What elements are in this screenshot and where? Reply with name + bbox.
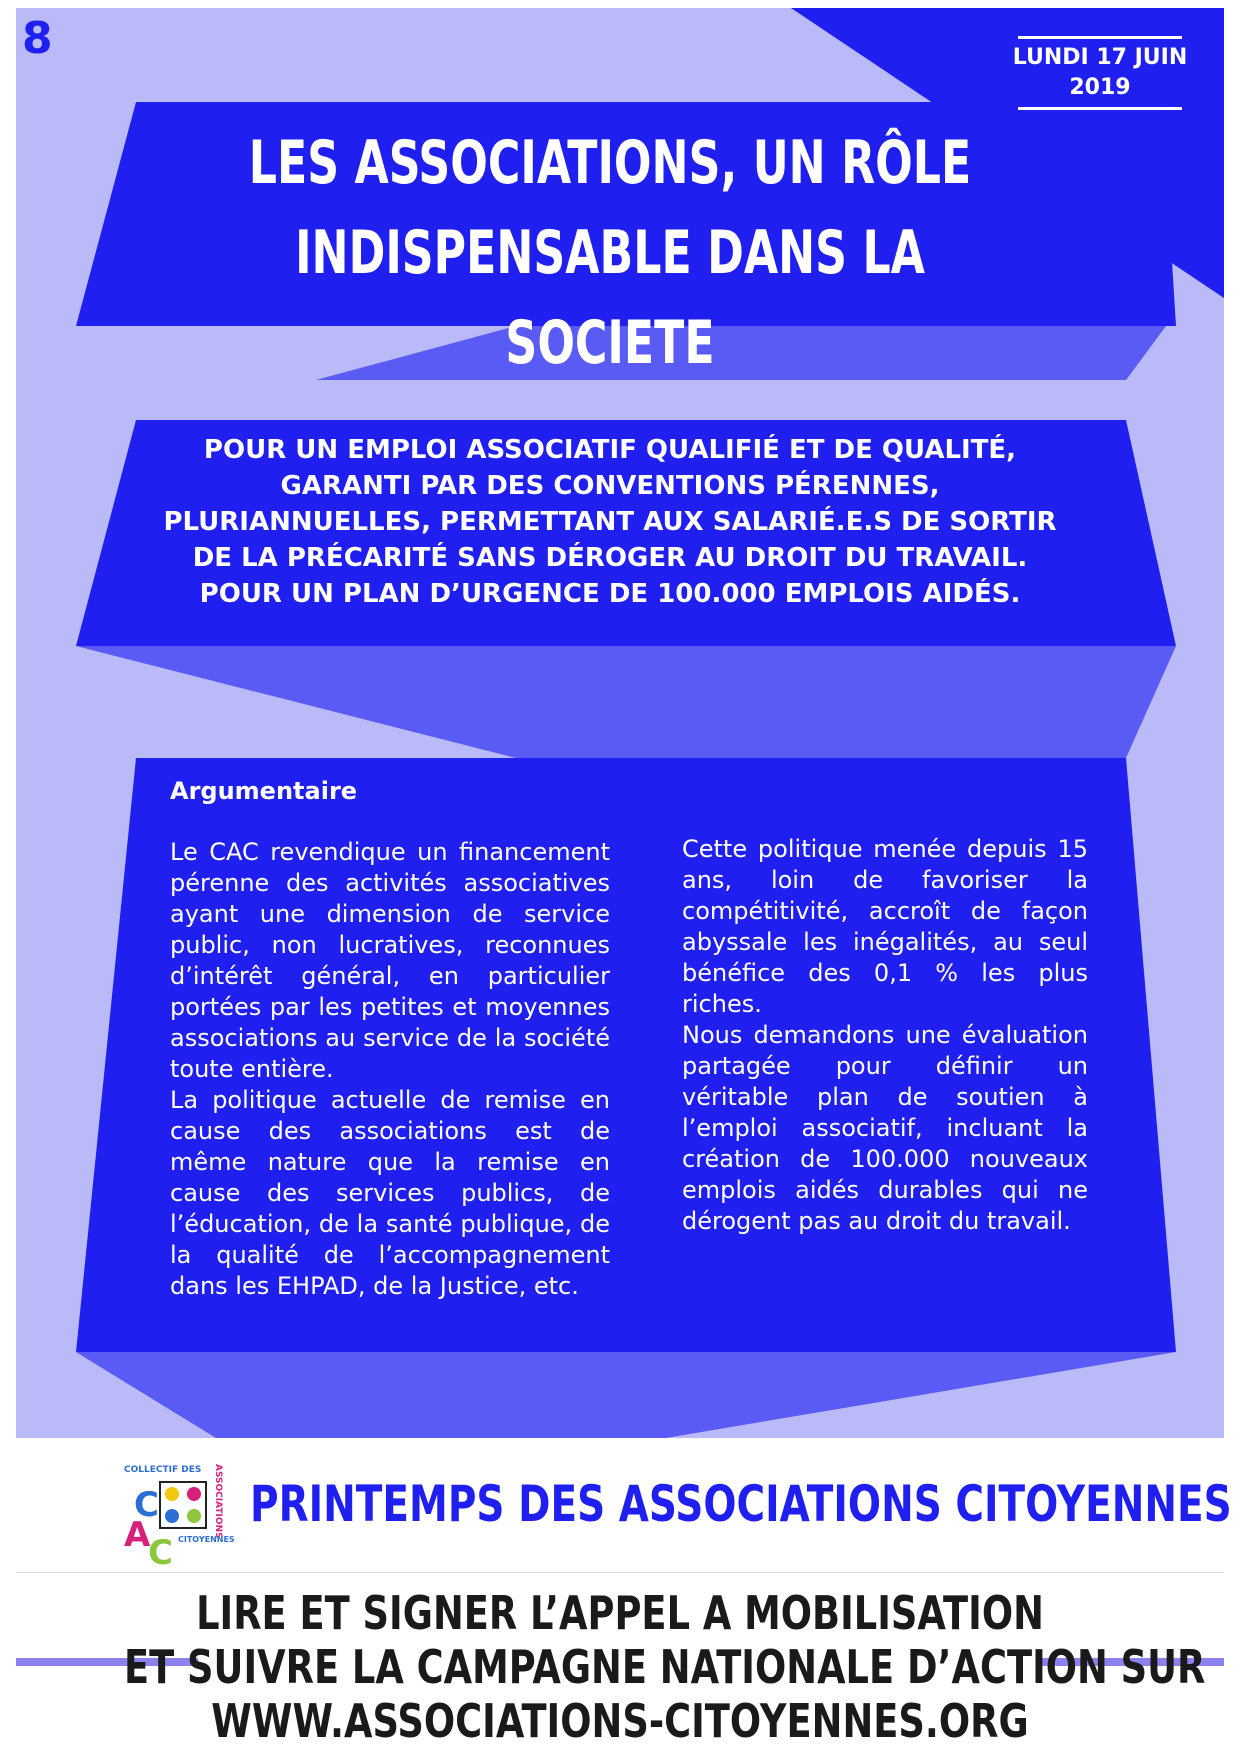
paragraph: Le CAC revendique un financement pérenne des activités associatives ayant une dimension de service public, non lucratives, reconnues d’intérêt général, en particulier portées par les petites et moyennes associations au service de la société toute entière. [170,838,610,1083]
logo-letter-c-2: C [148,1533,173,1568]
logo-side-text: ASSOCIATIONS [213,1464,223,1539]
logo-letter-c: C [134,1485,159,1525]
demand-line: PLURIANNUELLES, PERMETTANT AUX SALARIÉ.E.S DE SORTIR [163,507,1057,537]
title-line-2: INDISPENSABLE DANS LA SOCIETE [295,218,925,378]
argumentaire-left-column [170,837,610,1302]
paragraph: La politique actuelle de remise en cause des associations est de même nature que la remise en cause des services publics, de l’éducation, de la santé publique, de la qualité de l’accompagnement dans les EHPAD, de la Justice, etc. [170,1086,610,1300]
demand-line: POUR UN EMPLOI ASSOCIATIF QUALIFIÉ ET DE QUALITÉ, [203,435,1017,465]
logo-letter-a: A [124,1515,151,1555]
page-number: 8 [22,13,53,64]
footer-divider [16,1572,1224,1573]
date-line-1: LUNDI 17 JUIN [1012,45,1188,70]
demand-line: DE LA PRÉCARITÉ SANS DÉROGER AU DROIT DU TRAVAIL. [192,543,1028,573]
logo-top-text: COLLECTIF DES [124,1465,202,1475]
logo-hand [165,1487,179,1501]
call-to-action [0,1586,1240,1748]
footer-title: PRINTEMPS DES ASSOCIATIONS CITOYENNES [250,1475,1232,1533]
cac-logo [120,1460,256,1568]
argumentaire-heading: Argumentaire [170,777,358,805]
logo-hand [187,1487,201,1501]
demand-line: GARANTI PAR DES CONVENTIONS PÉRENNES, [280,471,940,501]
date-rule-bottom [1018,107,1182,110]
logo-square [160,1482,206,1528]
title-line-1: LES ASSOCIATIONS, UN RÔLE [248,128,972,198]
argumentaire-right-column [682,834,1088,1237]
paragraph: Cette politique menée depuis 15 ans, loin de favoriser la compétitivité, accroît de façon abyssale les inégalités, au seul bénéfice des 0,1 % les plus riches. [682,835,1088,1018]
cta-line: LIRE ET SIGNER L’APPEL A MOBILISATION [196,1586,1044,1640]
date-block [1010,36,1190,110]
footer [0,1438,1240,1754]
logo-hand [165,1509,179,1523]
page-title [225,118,996,388]
cta-line: ET SUIVRE LA CAMPAGNE NATIONALE D’ACTION SUR [124,1640,1206,1694]
demands-block [140,432,1080,612]
demand-line: POUR UN PLAN D’URGENCE DE 100.000 EMPLOIS AIDÉS. [199,579,1021,609]
logo-hand [187,1509,201,1523]
date-line-2: 2019 [1069,75,1131,100]
cta-url[interactable]: WWW.ASSOCIATIONS-CITOYENNES.ORG [211,1694,1029,1748]
logo-bottom-text: CITOYENNES [178,1535,235,1544]
paragraph: Nous demandons une évaluation partagée pour définir un véritable plan de soutien à l’emploi associatif, incluant la création de 100.000 nouveaux emplois aidés durables qui ne dérogent pas au droit du travail. [682,1021,1088,1235]
